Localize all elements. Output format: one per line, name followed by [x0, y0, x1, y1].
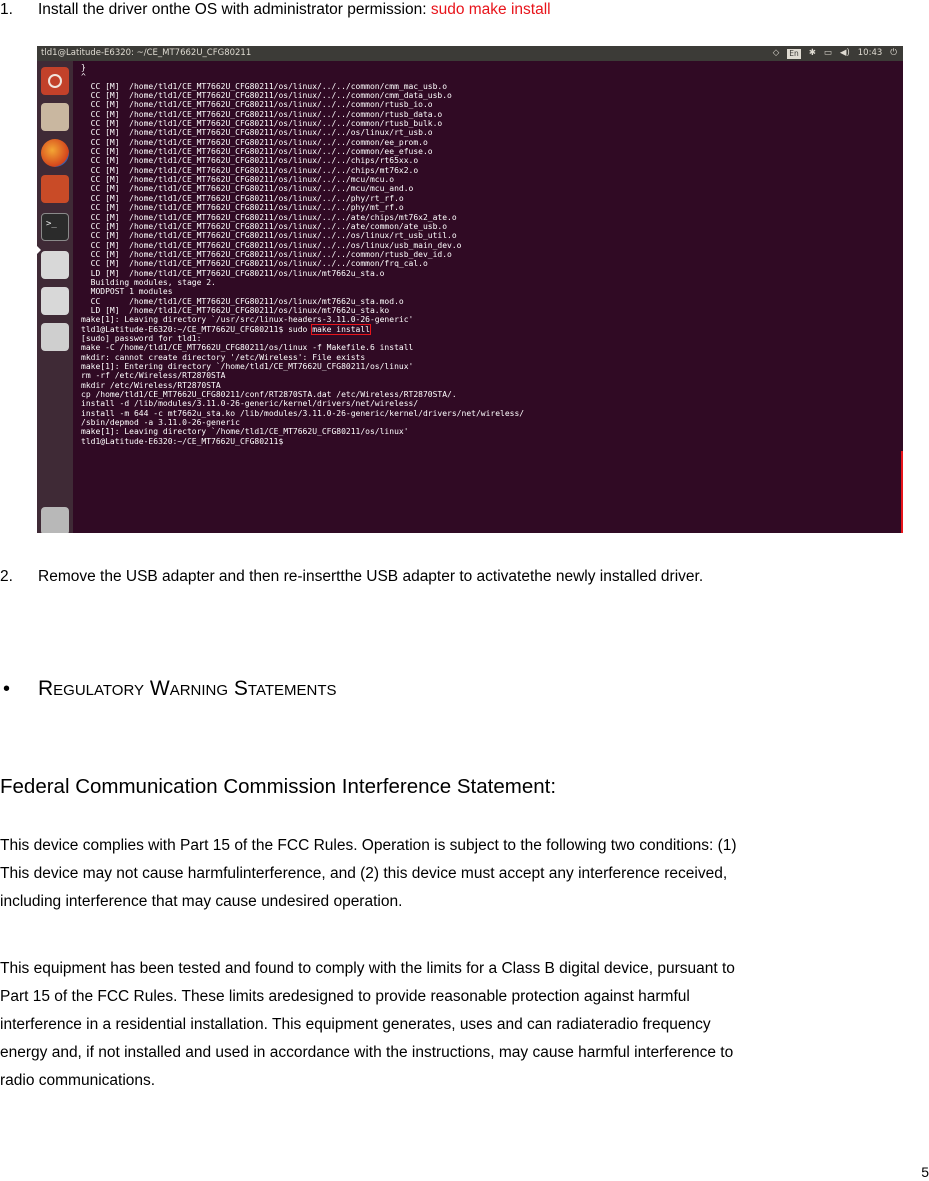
- network-icon: ◇: [772, 48, 780, 58]
- highlight-edge: [901, 451, 903, 533]
- paragraph-line: energy and, if not installed and used in accordance with the instructions, may cause harmful interference to: [0, 1044, 734, 1061]
- terminal-line: CC [M] /home/tld1/CE_MT7662U_CFG80211/os/linux/../../common/rtusb_io.o: [81, 100, 433, 110]
- clock: 10:43: [857, 48, 883, 58]
- files-icon: [41, 103, 69, 131]
- terminal-output: [81, 63, 899, 533]
- command-text: sudo make install: [430, 1, 551, 18]
- usb-drive-icon: [41, 323, 69, 351]
- paragraph-line: This device may not cause harmfulinterference, and (2) this device must accept any interference received,: [0, 865, 728, 882]
- highlighted-command: make install: [312, 324, 370, 334]
- terminal-screenshot: [37, 46, 903, 533]
- terminal-line: CC [M] /home/tld1/CE_MT7662U_CFG80211/os/linux/../../phy/rt_rf.o: [81, 193, 404, 203]
- keyboard-layout-indicator: En: [789, 48, 799, 58]
- unity-launcher: [37, 61, 73, 533]
- paragraph-line: This device complies with Part 15 of the FCC Rules. Operation is subject to the following two conditions: (1): [0, 837, 737, 854]
- terminal-line: make -C /home/tld1/CE_MT7662U_CFG80211/os/linux -f Makefile.6 install: [81, 343, 414, 353]
- terminal-icon: [41, 213, 69, 241]
- terminal-line: mkdir: cannot create directory '/etc/Wireless': File exists: [81, 352, 366, 362]
- terminal-line: CC [M] /home/tld1/CE_MT7662U_CFG80211/os/linux/../../common/rtusb_bulk.o: [81, 119, 443, 129]
- terminal-line: CC [M] /home/tld1/CE_MT7662U_CFG80211/os/linux/../../chips/mt76x2.o: [81, 165, 419, 175]
- drive-icon: [41, 251, 69, 279]
- page-number: 5: [921, 1164, 929, 1180]
- step-text: Remove the USB adapter and then re-insertthe USB adapter to activatethe newly installed driver.: [38, 568, 704, 585]
- terminal-line: CC [M] /home/tld1/CE_MT7662U_CFG80211/os/linux/../../ate/common/ate_usb.o: [81, 221, 448, 231]
- terminal-line: install -m 644 -c mt7662u_sta.ko /lib/modules/3.11.0-26-generic/kernel/drivers/net/wireless/: [81, 408, 525, 418]
- terminal-line: ^: [81, 72, 86, 82]
- terminal-line: CC [M] /home/tld1/CE_MT7662U_CFG80211/os/linux/../../ate/chips/mt76x2_ate.o: [81, 212, 457, 222]
- terminal-line: CC [M] /home/tld1/CE_MT7662U_CFG80211/os/linux/../../os/linux/rt_usb.o: [81, 128, 433, 138]
- terminal-line: CC [M] /home/tld1/CE_MT7662U_CFG80211/os/linux/../../os/linux/rt_usb_util.o: [81, 231, 457, 241]
- terminal-line: CC [M] /home/tld1/CE_MT7662U_CFG80211/os/linux/../../common/rtusb_data.o: [81, 109, 443, 119]
- ubuntu-dash-icon: [41, 67, 69, 95]
- terminal-line: CC [M] /home/tld1/CE_MT7662U_CFG80211/os/linux/../../common/cmm_data_usb.o: [81, 91, 452, 101]
- terminal-line: CC [M] /home/tld1/CE_MT7662U_CFG80211/os/linux/../../common/rtusb_dev_id.o: [81, 249, 452, 259]
- terminal-line: }: [81, 63, 86, 72]
- fcc-paragraph-1: [0, 832, 915, 916]
- terminal-line: CC [M] /home/tld1/CE_MT7662U_CFG80211/os/linux/../../common/ee_efuse.o: [81, 147, 433, 157]
- window-title: tld1@Latitude-E6320: ~/CE_MT7662U_CFG80211: [41, 48, 252, 58]
- window-top-bar: [37, 46, 903, 61]
- terminal-line: CC [M] /home/tld1/CE_MT7662U_CFG80211/os/linux/../../common/cmm_mac_usb.o: [81, 81, 448, 91]
- heading-text: REGULATORY WARNING STATEMENTS: [38, 677, 337, 700]
- fcc-title: Federal Communication Commission Interference Statement:: [0, 775, 557, 798]
- terminal-line: CC [M] /home/tld1/CE_MT7662U_CFG80211/os/linux/../../common/frq_cal.o: [81, 259, 428, 269]
- settings-icon: [41, 175, 69, 203]
- step-text: Install the driver onthe OS with administrator permission: sudo make install: [38, 1, 551, 18]
- terminal-line: CC [M] /home/tld1/CE_MT7662U_CFG80211/os/linux/../../phy/mt_rf.o: [81, 203, 404, 213]
- drive-icon: [41, 287, 69, 315]
- volume-icon: ◀): [839, 48, 850, 58]
- paragraph-line: radio communications.: [0, 1072, 156, 1089]
- terminal-line: CC /home/tld1/CE_MT7662U_CFG80211/os/linux/mt7662u_sta.mod.o: [81, 296, 404, 306]
- bluetooth-icon: ✱: [808, 48, 816, 58]
- terminal-line: make[1]: Leaving directory `/home/tld1/CE_MT7662U_CFG80211/os/linux': [81, 427, 409, 437]
- terminal-line: tld1@Latitude-E6320:~/CE_MT7662U_CFG80211$: [81, 436, 289, 446]
- terminal-line: LD [M] /home/tld1/CE_MT7662U_CFG80211/os/linux/mt7662u_sta.o: [81, 268, 385, 278]
- system-tray: [773, 46, 897, 61]
- terminal-line: LD [M] /home/tld1/CE_MT7662U_CFG80211/os/linux/mt7662u_sta.ko: [81, 305, 390, 315]
- power-icon: ⏻: [890, 48, 897, 58]
- terminal-line: make[1]: Entering directory `/home/tld1/CE_MT7662U_CFG80211/os/linux': [81, 362, 414, 371]
- fcc-paragraph-2: [0, 955, 915, 1095]
- terminal-line: install -d /lib/modules/3.11.0-26-generic/kernel/drivers/net/wireless/: [81, 399, 419, 409]
- paragraph-line: Part 15 of the FCC Rules. These limits aredesigned to provide reasonable protection against harmful: [0, 988, 690, 1005]
- terminal-line: rm -rf /etc/Wireless/RT2870STA: [81, 371, 226, 381]
- trash-icon: [41, 507, 69, 533]
- terminal-line: tld1@Latitude-E6320:~/CE_MT7662U_CFG80211$ sudo make install: [81, 324, 370, 334]
- bullet-icon: •: [3, 678, 11, 700]
- step-number: 1.: [0, 1, 13, 18]
- firefox-icon: [41, 139, 69, 167]
- terminal-line: Building modules, stage 2.: [81, 277, 216, 287]
- terminal-line: CC [M] /home/tld1/CE_MT7662U_CFG80211/os/linux/../../os/linux/usb_main_dev.o: [81, 240, 462, 250]
- battery-icon: ▭: [823, 48, 832, 58]
- terminal-line: MODPOST 1 modules: [81, 287, 173, 297]
- paragraph-line: interference in a residential installation. This equipment generates, uses and can radiateradio frequency: [0, 1016, 711, 1033]
- terminal-line: mkdir /etc/Wireless/RT2870STA: [81, 380, 221, 390]
- terminal-line: cp /home/tld1/CE_MT7662U_CFG80211/conf/RT2870STA.dat /etc/Wireless/RT2870STA/.: [81, 390, 457, 400]
- terminal-line: CC [M] /home/tld1/CE_MT7662U_CFG80211/os/linux/../../mcu/mcu.o: [81, 175, 395, 185]
- terminal-line: CC [M] /home/tld1/CE_MT7662U_CFG80211/os/linux/../../mcu/mcu_and.o: [81, 184, 414, 194]
- paragraph-line: This equipment has been tested and found to comply with the limits for a Class B digital device, pursuant to: [0, 960, 735, 977]
- terminal-line: make[1]: Leaving directory `/usr/src/linux-headers-3.11.0-26-generic': [81, 315, 414, 325]
- paragraph-line: including interference that may cause undesired operation.: [0, 893, 403, 910]
- terminal-line: /sbin/depmod -a 3.11.0-26-generic: [81, 418, 240, 428]
- terminal-line: [sudo] password for tld1:: [81, 333, 202, 343]
- step-number: 2.: [0, 568, 13, 585]
- terminal-line: CC [M] /home/tld1/CE_MT7662U_CFG80211/os/linux/../../chips/rt65xx.o: [81, 156, 419, 166]
- terminal-line: CC [M] /home/tld1/CE_MT7662U_CFG80211/os/linux/../../common/ee_prom.o: [81, 137, 428, 147]
